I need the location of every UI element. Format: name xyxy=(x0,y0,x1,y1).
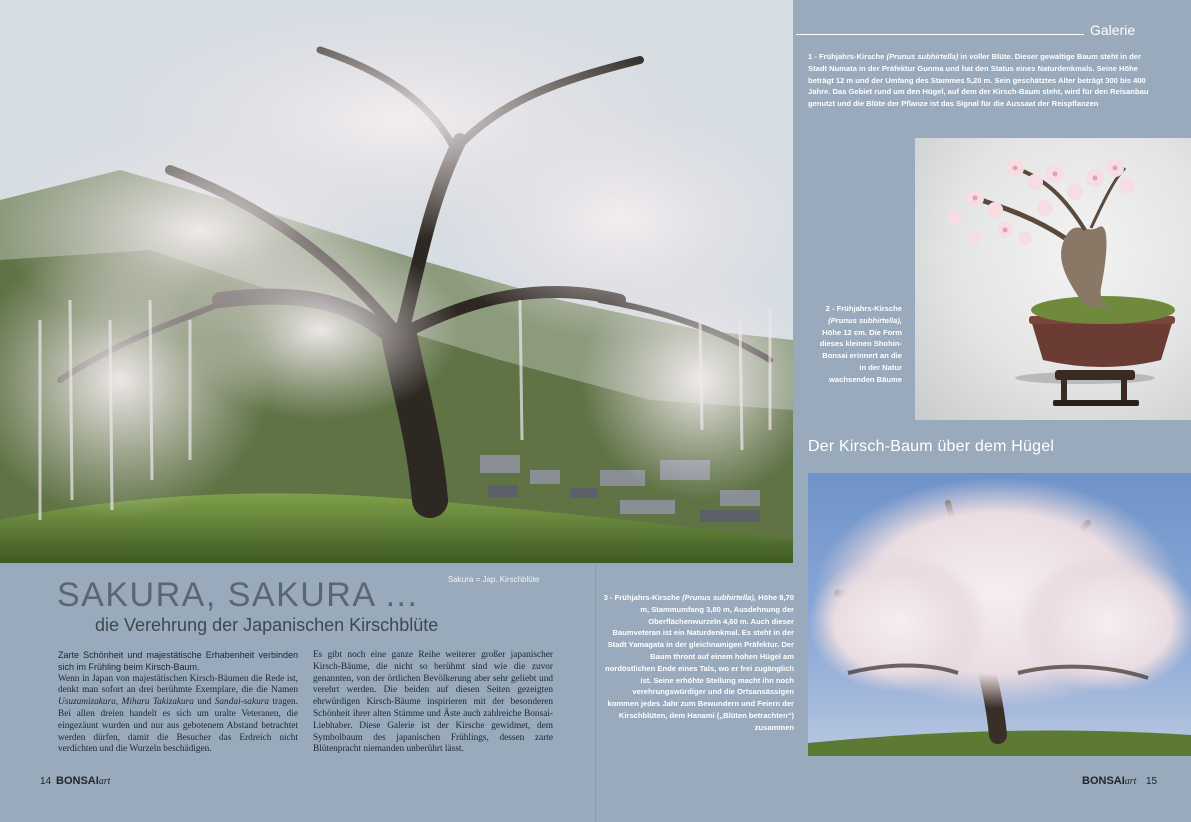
section-rule xyxy=(796,34,1084,35)
logo-main-left: BONSAI xyxy=(56,775,99,787)
caption-1-body: in voller Blüte. Dieser gewaltige Baum steht in der Stadt Numata in der Präfektur Gunma und hat den Status eines Naturdenkmals. Seine Höhe beträgt 12 m und der Umfang des Stammes 5,20 m. Sein geschätztes Alter beträgt 300 bis 400 Jahre. Das Gebiet rund um den Hügel, auf dem der Kirsch-Baum steht, wird für den Reisanbau genutzt und die Blüte der Pflanze ist das Signal für die Aussaat der Reispflanzen xyxy=(808,52,1149,109)
cherry-tree-on-hill-photo xyxy=(808,473,1191,756)
caption-1-latin: (Prunus subhirtella) xyxy=(886,52,959,61)
gallery-subheading: Der Kirsch-Baum über dem Hügel xyxy=(808,438,1055,455)
body-text-2: Es gibt noch eine ganze Reihe weiterer großer japanischer Kirsch-Bäume, die nicht so berühmt sind wie die zuvor genannten, von der örtlichen Bevölkerung aber sehr geliebt und verehrt werden. Die beiden auf diesen Seiten gezeigten ehrwürdigen Kirsch-Bäume inspirieren mit der besonderen Schönheit ihrer alten Stämme und Äste auch zahlreiche Bonsai-Liebhaber. Diese Galerie ist der Kirsche gewidmet, dem Symbolbaum des japanischen Frühlings, dessen zarte Blütenpracht niemanden unberührt lässt. xyxy=(313,650,553,755)
main-cherry-tree-photo xyxy=(0,0,793,563)
bonsai-art-logo-left xyxy=(56,775,110,787)
article-subtitle: die Verehrung der Japanischen Kirschblüte xyxy=(95,615,439,635)
logo-main-right: BONSAI xyxy=(1082,775,1125,787)
caption-3-lead: 3 - Frühjahrs-Kirsche xyxy=(603,593,681,602)
bonsai-art-logo-right xyxy=(1082,775,1136,787)
page-number-left: 14 xyxy=(40,776,52,787)
section-label: Galerie xyxy=(1090,22,1136,38)
caption-1-lead: 1 - Frühjahrs-Kirsche xyxy=(808,52,885,61)
body-text-und: und xyxy=(197,697,212,708)
caption-2-latin: (Prunus subhirtella), xyxy=(828,315,902,325)
main-photo-caption: Sakura = Jap. Kirschblüte xyxy=(448,575,540,584)
caption-2 xyxy=(814,303,902,386)
tree-names-1: Usuzumizakura, Miharu Takizakura xyxy=(58,697,194,708)
logo-script-left: art xyxy=(98,776,111,787)
article-title: SAKURA, SAKURA ... xyxy=(57,576,419,614)
tree-names-2: Sandai-sakura xyxy=(214,697,269,708)
page-number-right: 15 xyxy=(1146,776,1158,787)
caption-3 xyxy=(600,592,794,734)
caption-2-body: Höhe 12 cm. Die Form dieses kleinen Shohin-Bonsai erinnert an die in der Natur wachsenden Bäume xyxy=(819,327,902,384)
caption-1 xyxy=(808,51,1154,110)
shohin-bonsai-photo xyxy=(915,138,1191,420)
caption-3-latin: (Prunus subhirtella), xyxy=(682,593,756,602)
caption-2-lead: 2 - Frühjahrs-Kirsche xyxy=(825,304,902,313)
body-text-1a: Wenn in Japan von majestätischen Kirsch-Bäumen die Rede ist, denkt man sofort an drei berühmte Exemplare, die die Namen xyxy=(58,673,298,696)
body-column-1 xyxy=(58,650,298,756)
article-lead: Zarte Schönheit und majestätische Erhabenheit verbinden sich im Frühling beim Kirsch-Baum. xyxy=(58,650,298,672)
body-text-1b: tragen. Bei allen dreien handelt es sich um uralte Veteranen, die eingezäunt wurden und nur aus gebotenem Abstand betrachtet werden dürfen, damit die Besucher das Erdreich nicht verdichten und die Wurzeln beschädigen. xyxy=(58,697,298,755)
caption-3-body: Höhe 8,70 m, Stammumfang 3,80 m, Ausdehnung der Oberflächenwurzeln 4,60 m. Auch dieser Baumveteran ist ein Naturdenkmal. Es steht in der Stadt Yamagata in der gleichnamigen Präfektur. Der Baum thront auf einem hohen Hügel am nordöstlichen Ende eines Tals, wo er frei zugänglich ist. Seine erhöhte Stellung macht ihn noch verehrungswürdiger und die Ortsansässigen kommen jedes Jahr zum Bewundern und Feiern der Kirschblüten, dem Hanami („Blüten betrachten“) zusammen xyxy=(605,593,794,732)
body-column-2 xyxy=(313,650,553,756)
logo-script-right: art xyxy=(1124,776,1137,787)
